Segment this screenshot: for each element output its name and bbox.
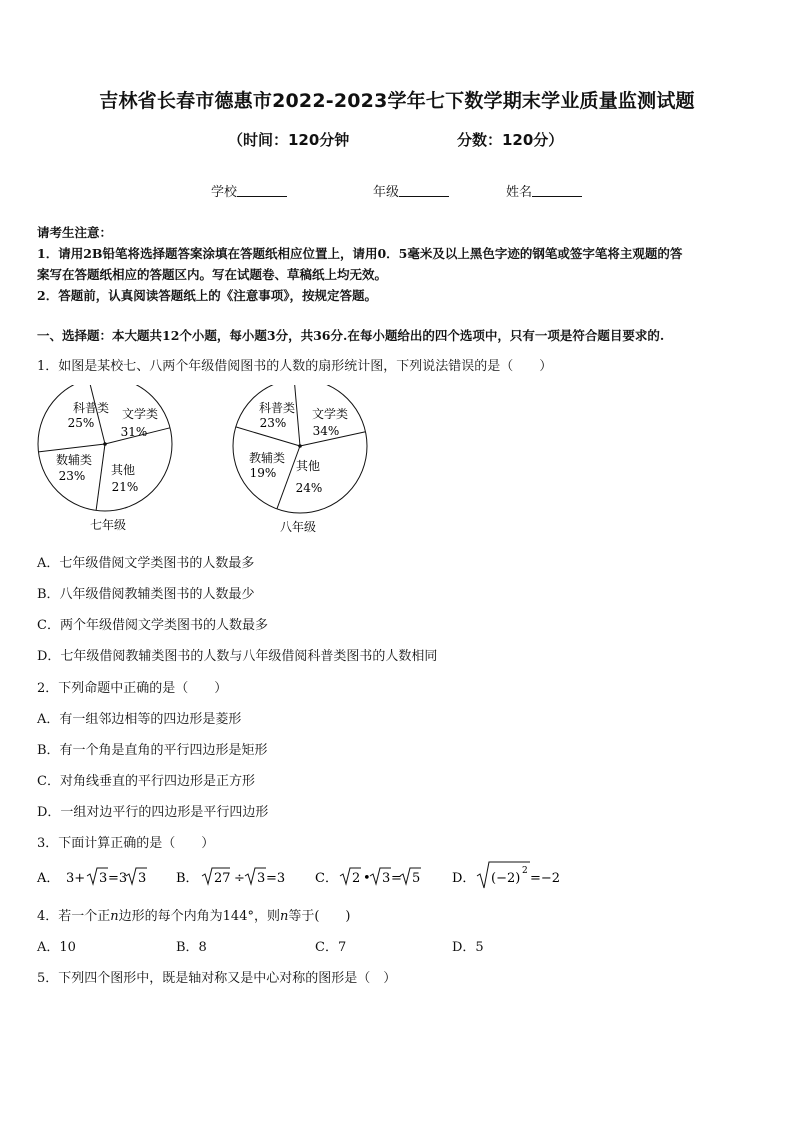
q4-stem-post: 等于( ) [288, 909, 351, 924]
q3-c-rad2: 3 [382, 871, 391, 886]
q3-a-rad: 3 [99, 871, 108, 886]
pie-0-slice-boundary-3 [39, 444, 106, 452]
pie8-pct-literature: 34% [312, 424, 340, 438]
q4-stem-pre: 4．若一个正 [37, 909, 111, 924]
pie7-pct-other: 21% [111, 480, 139, 494]
q3-b-label: B． [176, 871, 199, 886]
q4-stem [37, 905, 351, 924]
pie-charts [30, 385, 370, 540]
q3-b-res: =3 [266, 871, 286, 886]
q2-option-d: D．一组对边平行的四边形是平行四边形 [37, 805, 269, 820]
name-label: 姓名 [506, 185, 533, 200]
notes-heading: 请考生注意： [37, 225, 113, 240]
q3-a-expr2: =3 [108, 871, 128, 886]
q3-stem: 3．下面计算正确的是（ ） [37, 836, 215, 851]
notes-item-1b: 案写在答题纸相应的答题区内。写在试题卷、草稿纸上均无效。 [37, 267, 388, 282]
q3-options [30, 858, 590, 894]
pie8-label-other: 其他 [295, 459, 321, 473]
pie8-title: 八年级 [279, 520, 317, 534]
pie-0-slice-boundary-2 [96, 444, 105, 510]
notes-block [37, 222, 759, 306]
pie8-label-literature: 文学类 [311, 407, 349, 421]
q3-a-rad2: 3 [138, 871, 147, 886]
q3-b-rad1: 27 [214, 871, 231, 886]
q4-stem-mid: 边形的每个内角为144°，则 [118, 909, 280, 924]
q4-var-n: n [110, 909, 119, 924]
q5-stem: 5．下列四个图形中，既是轴对称又是中心对称的图形是（ ） [37, 971, 397, 986]
q2-option-c: C．对角线垂直的平行四边形是正方形 [37, 774, 255, 789]
pie7-label-literature: 文学类 [121, 407, 159, 421]
q1-option-c: C．两个年级借阅文学类图书的人数最多 [37, 618, 268, 633]
pie7-label-aux: 数辅类 [55, 453, 93, 467]
q4-var-n-2: n [279, 909, 289, 924]
q1-stem: 1．如图是某校七、八两个年级借阅图书的人数的扇形统计图，下列说法错误的是（ ） [37, 359, 553, 374]
q3-c-rad1: 2 [352, 871, 361, 886]
name-field [506, 181, 582, 200]
q4-option-d: D．5 [452, 940, 484, 955]
notes-item-1a: 1．请用2B铅笔将选择题答案涂填在答题纸相应位置上，请用0．5毫米及以上黑色字迹的钢笔或签字笔将主观题的答 [37, 246, 683, 261]
q3-c-label: C． [315, 871, 338, 886]
pie7-title: 七年级 [89, 518, 127, 532]
pie-center-0 [103, 442, 107, 446]
q2-option-a: A．有一组邻边相等的四边形是菱形 [37, 712, 242, 727]
q3-a-label: A． [37, 871, 60, 886]
grade-blank [399, 184, 449, 197]
q3-c-rad3: 5 [412, 871, 421, 886]
pie7-pct-literature: 31% [120, 425, 148, 439]
q4-option-a: A．10 [37, 940, 76, 955]
exam-score: 分数：120分） [457, 131, 564, 149]
q3-d-inner: (−2) [491, 871, 521, 886]
notes-item-2: 2．答题前，认真阅读答题纸上的《注意事项》，按规定答题。 [37, 288, 377, 303]
pie8-pct-aux: 19% [249, 466, 277, 480]
pie8-label-aux: 教辅类 [248, 451, 286, 465]
q3-b-rad2: 3 [257, 871, 266, 886]
grade-label: 年级 [373, 185, 400, 200]
q3-c-eq: = [391, 871, 402, 886]
pie7-pct-science: 25% [67, 416, 95, 430]
school-blank [237, 184, 287, 197]
pie-center-1 [298, 444, 302, 448]
q2-stem: 2．下列命题中正确的是（ ） [37, 681, 228, 696]
pie7-pct-aux: 23% [58, 469, 86, 483]
q1-option-d: D．七年级借阅教辅类图书的人数与八年级借阅科普类图书的人数相同 [37, 649, 438, 664]
q1-option-a: A．七年级借阅文学类图书的人数最多 [37, 556, 255, 571]
q3-a-expr1: 3+ [66, 871, 86, 886]
pie8-label-science: 科普类 [258, 401, 296, 415]
q3-c-op: • [363, 871, 371, 886]
q3-d-res: =−2 [530, 871, 561, 886]
q1-option-b: B．八年级借阅教辅类图书的人数最少 [37, 587, 255, 602]
section-heading: 一、选择题：本大题共12个小题，每小题3分，共36分.在每小题给出的四个选项中，只有一项是符合题目要求的. [37, 328, 665, 343]
q3-b-op: ÷ [234, 871, 245, 886]
page-title: 吉林省长春市德惠市2022-2023学年七下数学期末学业质量监测试题 [99, 90, 695, 112]
pie8-pct-science: 23% [259, 416, 287, 430]
exam-time: （时间：120分钟 [228, 131, 350, 149]
name-blank [532, 184, 582, 197]
grade-field [373, 181, 449, 200]
q4-option-b: B．8 [176, 940, 207, 955]
q3-d-label: D． [452, 871, 476, 886]
pie7-label-other: 其他 [110, 463, 136, 477]
pie-1-slice-boundary-0 [294, 385, 300, 446]
q4-option-c: C．7 [315, 940, 347, 955]
q2-option-b: B．有一个角是直角的平行四边形是矩形 [37, 743, 268, 758]
pie7-label-science: 科普类 [72, 401, 110, 415]
school-label: 学校 [211, 185, 238, 200]
pie8-pct-other: 24% [295, 481, 323, 495]
q3-d-exp: 2 [522, 866, 528, 876]
school-field [211, 181, 287, 200]
